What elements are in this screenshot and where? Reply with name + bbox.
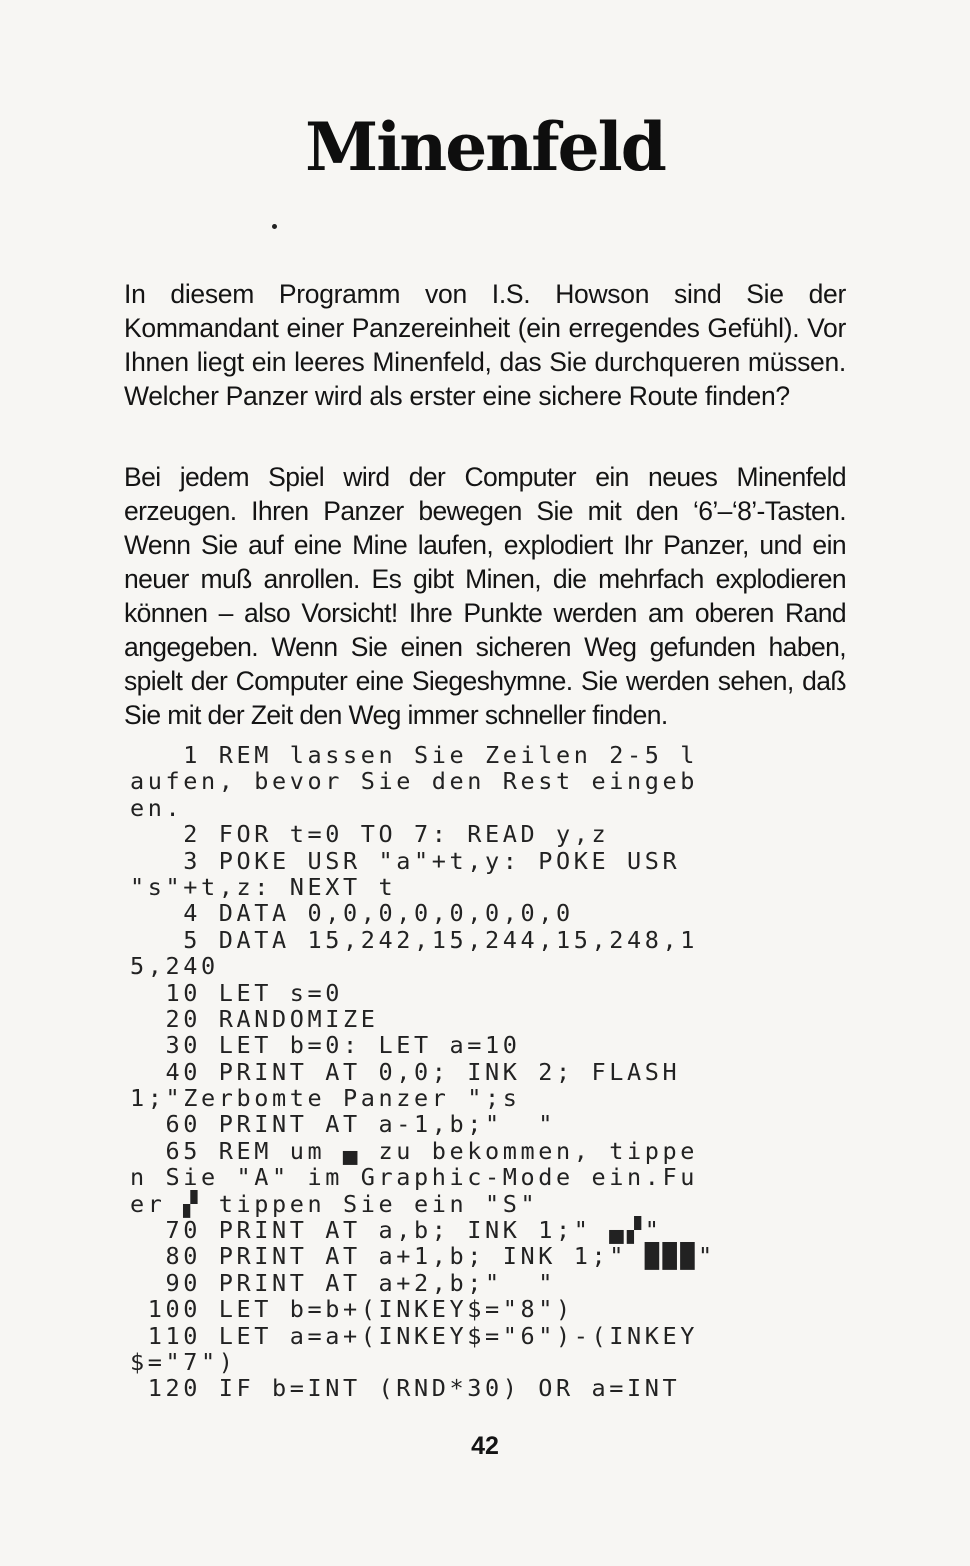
code-line: 20 RANDOMIZE (130, 1004, 379, 1033)
code-line: 120 IF b=INT (RND*30) OR a=INT (130, 1374, 681, 1403)
code-line: 1;"Zerbomte Panzer ";s (130, 1084, 521, 1113)
code-line: 70 PRINT AT a,b; INK 1;" ▄▞" (130, 1216, 663, 1245)
code-line: "s"+t,z: NEXT t (130, 872, 397, 901)
code-line: n Sie "A" im Graphic-Mode ein.Fu (130, 1163, 698, 1192)
code-line: en. (130, 793, 184, 822)
speck-mark (272, 224, 277, 229)
code-line: 5 DATA 15,242,15,244,15,248,1 (130, 925, 698, 954)
code-line: 3 POKE USR "a"+t,y: POKE USR (130, 846, 681, 875)
code-line: 60 PRINT AT a-1,b;" " (130, 1110, 556, 1139)
intro-paragraph: In diesem Programm von I.S. Howson sind Sie der Kommandant einer Panzereinheit (ein erregendes Gefühl). Vor Ihnen liegt ein leeres Minenfeld, das Sie durchqueren müssen. Welcher Panzer wird als erster eine sichere Route finden? (124, 278, 846, 411)
code-line: aufen, bevor Sie den Rest eingeb (130, 767, 698, 796)
code-line: 110 LET a=a+(INKEY$="6")-(INKEY (130, 1321, 698, 1350)
code-line: 4 DATA 0,0,0,0,0,0,0,0 (130, 899, 574, 928)
instructions-paragraph: Bei jedem Spiel wird der Computer ein neues Minenfeld erzeugen. Ihren Panzer bewegen Sie mit den ‘6’–‘8’-Tasten. Wenn Sie auf eine Mine laufen, explodiert Ihr Panzer, und ein neuer muß anrollen. Es gibt Minen, die mehrfach explodieren können – also Vorsicht! Ihre Punkte werden am oberen Rand angegeben. Wenn Sie einen sicheren Weg gefunden haben, spielt der Computer eine Siegeshymne. Sie werden sehen, daß Sie mit der Zeit den Weg immer schneller finden. (124, 461, 846, 730)
code-line: 80 PRINT AT a+1,b; INK 1;" ███" (130, 1242, 716, 1271)
code-line: 100 LET b=b+(INKEY$="8") (130, 1295, 574, 1324)
page-number: 42 (471, 1432, 499, 1460)
code-line: er ▞ tippen Sie ein "S" (130, 1189, 539, 1218)
code-line: 65 REM um ▄ zu bekommen, tippe (130, 1136, 698, 1165)
code-line: 30 LET b=0: LET a=10 (130, 1031, 521, 1060)
code-line: 90 PRINT AT a+2,b;" " (130, 1268, 556, 1297)
basic-listing (130, 742, 770, 1402)
code-line: 2 FOR t=0 TO 7: READ y,z (130, 820, 610, 849)
code-line: 10 LET s=0 (130, 978, 343, 1007)
code-line: $="7") (130, 1347, 237, 1376)
code-line: 5,240 (130, 952, 219, 981)
code-line: 40 PRINT AT 0,0; INK 2; FLASH (130, 1057, 681, 1086)
page-title: Minenfeld (305, 108, 665, 186)
code-line: 1 REM lassen Sie Zeilen 2-5 l (130, 741, 698, 769)
